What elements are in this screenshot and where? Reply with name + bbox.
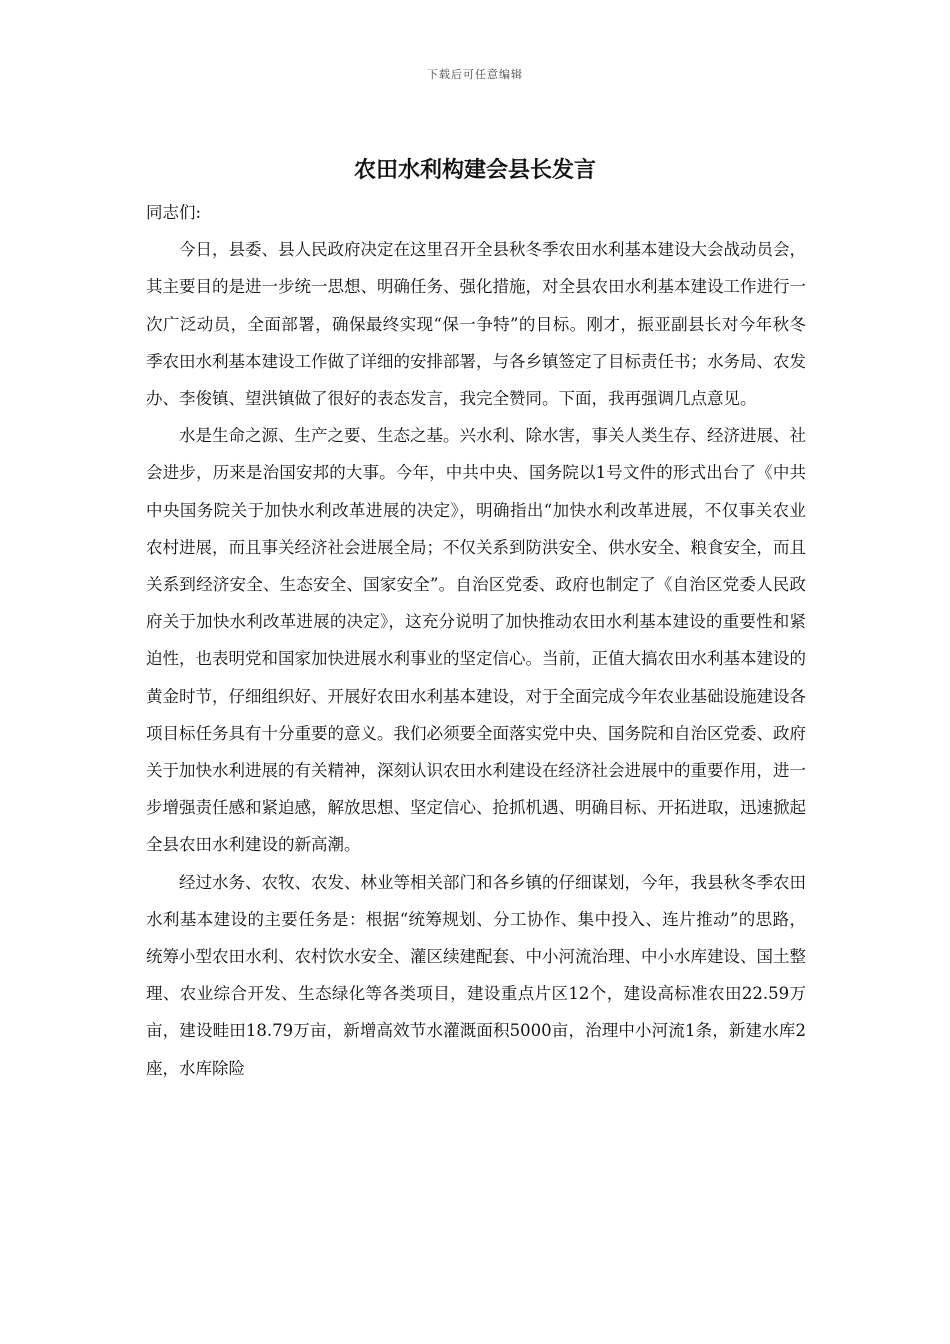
salutation: 同志们:	[146, 203, 202, 222]
paragraph-1: 今日，县委、县人民政府决定在这里召开全县秋冬季农田水利基本建设大会战动员会，其主要目的是进一步统一思想、明确任务、强化措施，对全县农田水利基本建设工作进行一次广泛动员，全面部署，确保最终实现“保一争特”的目标。刚才，振亚副县长对今年秋冬季农田水利基本建设工作做了详细的安排部署，与各乡镇签定了目标责任书；水务局、农发办、李俊镇、望洪镇做了很好的表态发言，我完全赞同。下面，我再强调几点意见。	[146, 240, 806, 409]
paragraph-2: 水是生命之源、生产之要、生态之基。兴水利、除水害，事关人类生存、经济进展、社会进步，历来是治国安邦的大事。今年，中共中央、国务院以1号文件的形式出台了《中共中央国务院关于加快水利改革进展的决定》，明确指出“加快水利改革进展，不仅事关农业农村进展，而且事关经济社会进展全局；不仅关系到防洪安全、供水安全、粮食安全，而且关系到经济安全、生态安全、国家安全”。自治区党委、政府也制定了《自治区党委人民政府关于加快水利改革进展的决定》，这充分说明了加快推动农田水利基本建设的重要性和紧迫性，也表明党和国家加快进展水利事业的坚定信心。当前，正值大搞农田水利基本建设的黄金时节，仔细组织好、开展好农田水利基本建设，对于全面完成今年农业基础设施建设各项目标任务具有十分重要的意义。我们必须要全面落实党中央、国务院和自治区党委、政府关于加快水利进展的有关精神，深刻认识农田水利建设在经济社会进展中的重要作用，进一步增强责任感和紧迫感，解放思想、坚定信心、抢抓机遇、明确目标、开拓进取，迅速掀起全县农田水利建设的新高潮。	[146, 426, 806, 855]
document-body	[146, 194, 806, 1087]
document-title: 农田水利构建会县长发言	[353, 157, 596, 183]
paragraph-3: 经过水务、农牧、农发、林业等相关部门和各乡镇的仔细谋划，今年，我县秋冬季农田水利基本建设的主要任务是：根据“统筹规划、分工协作、集中投入、连片推动”的思路，统筹小型农田水利、农村饮水安全、灌区续建配套、中小河流治理、中小水库建设、国土整理、农业综合开发、生态绿化等各类项目，建设重点片区12个，建设高标准农田22.59万亩，建设畦田18.79万亩，新增高效节水灌溉面积5000亩，治理中小河流1条，新建水库2座，水库除险	[146, 872, 806, 1078]
page-header-note: 下载后可任意编辑	[427, 68, 523, 81]
